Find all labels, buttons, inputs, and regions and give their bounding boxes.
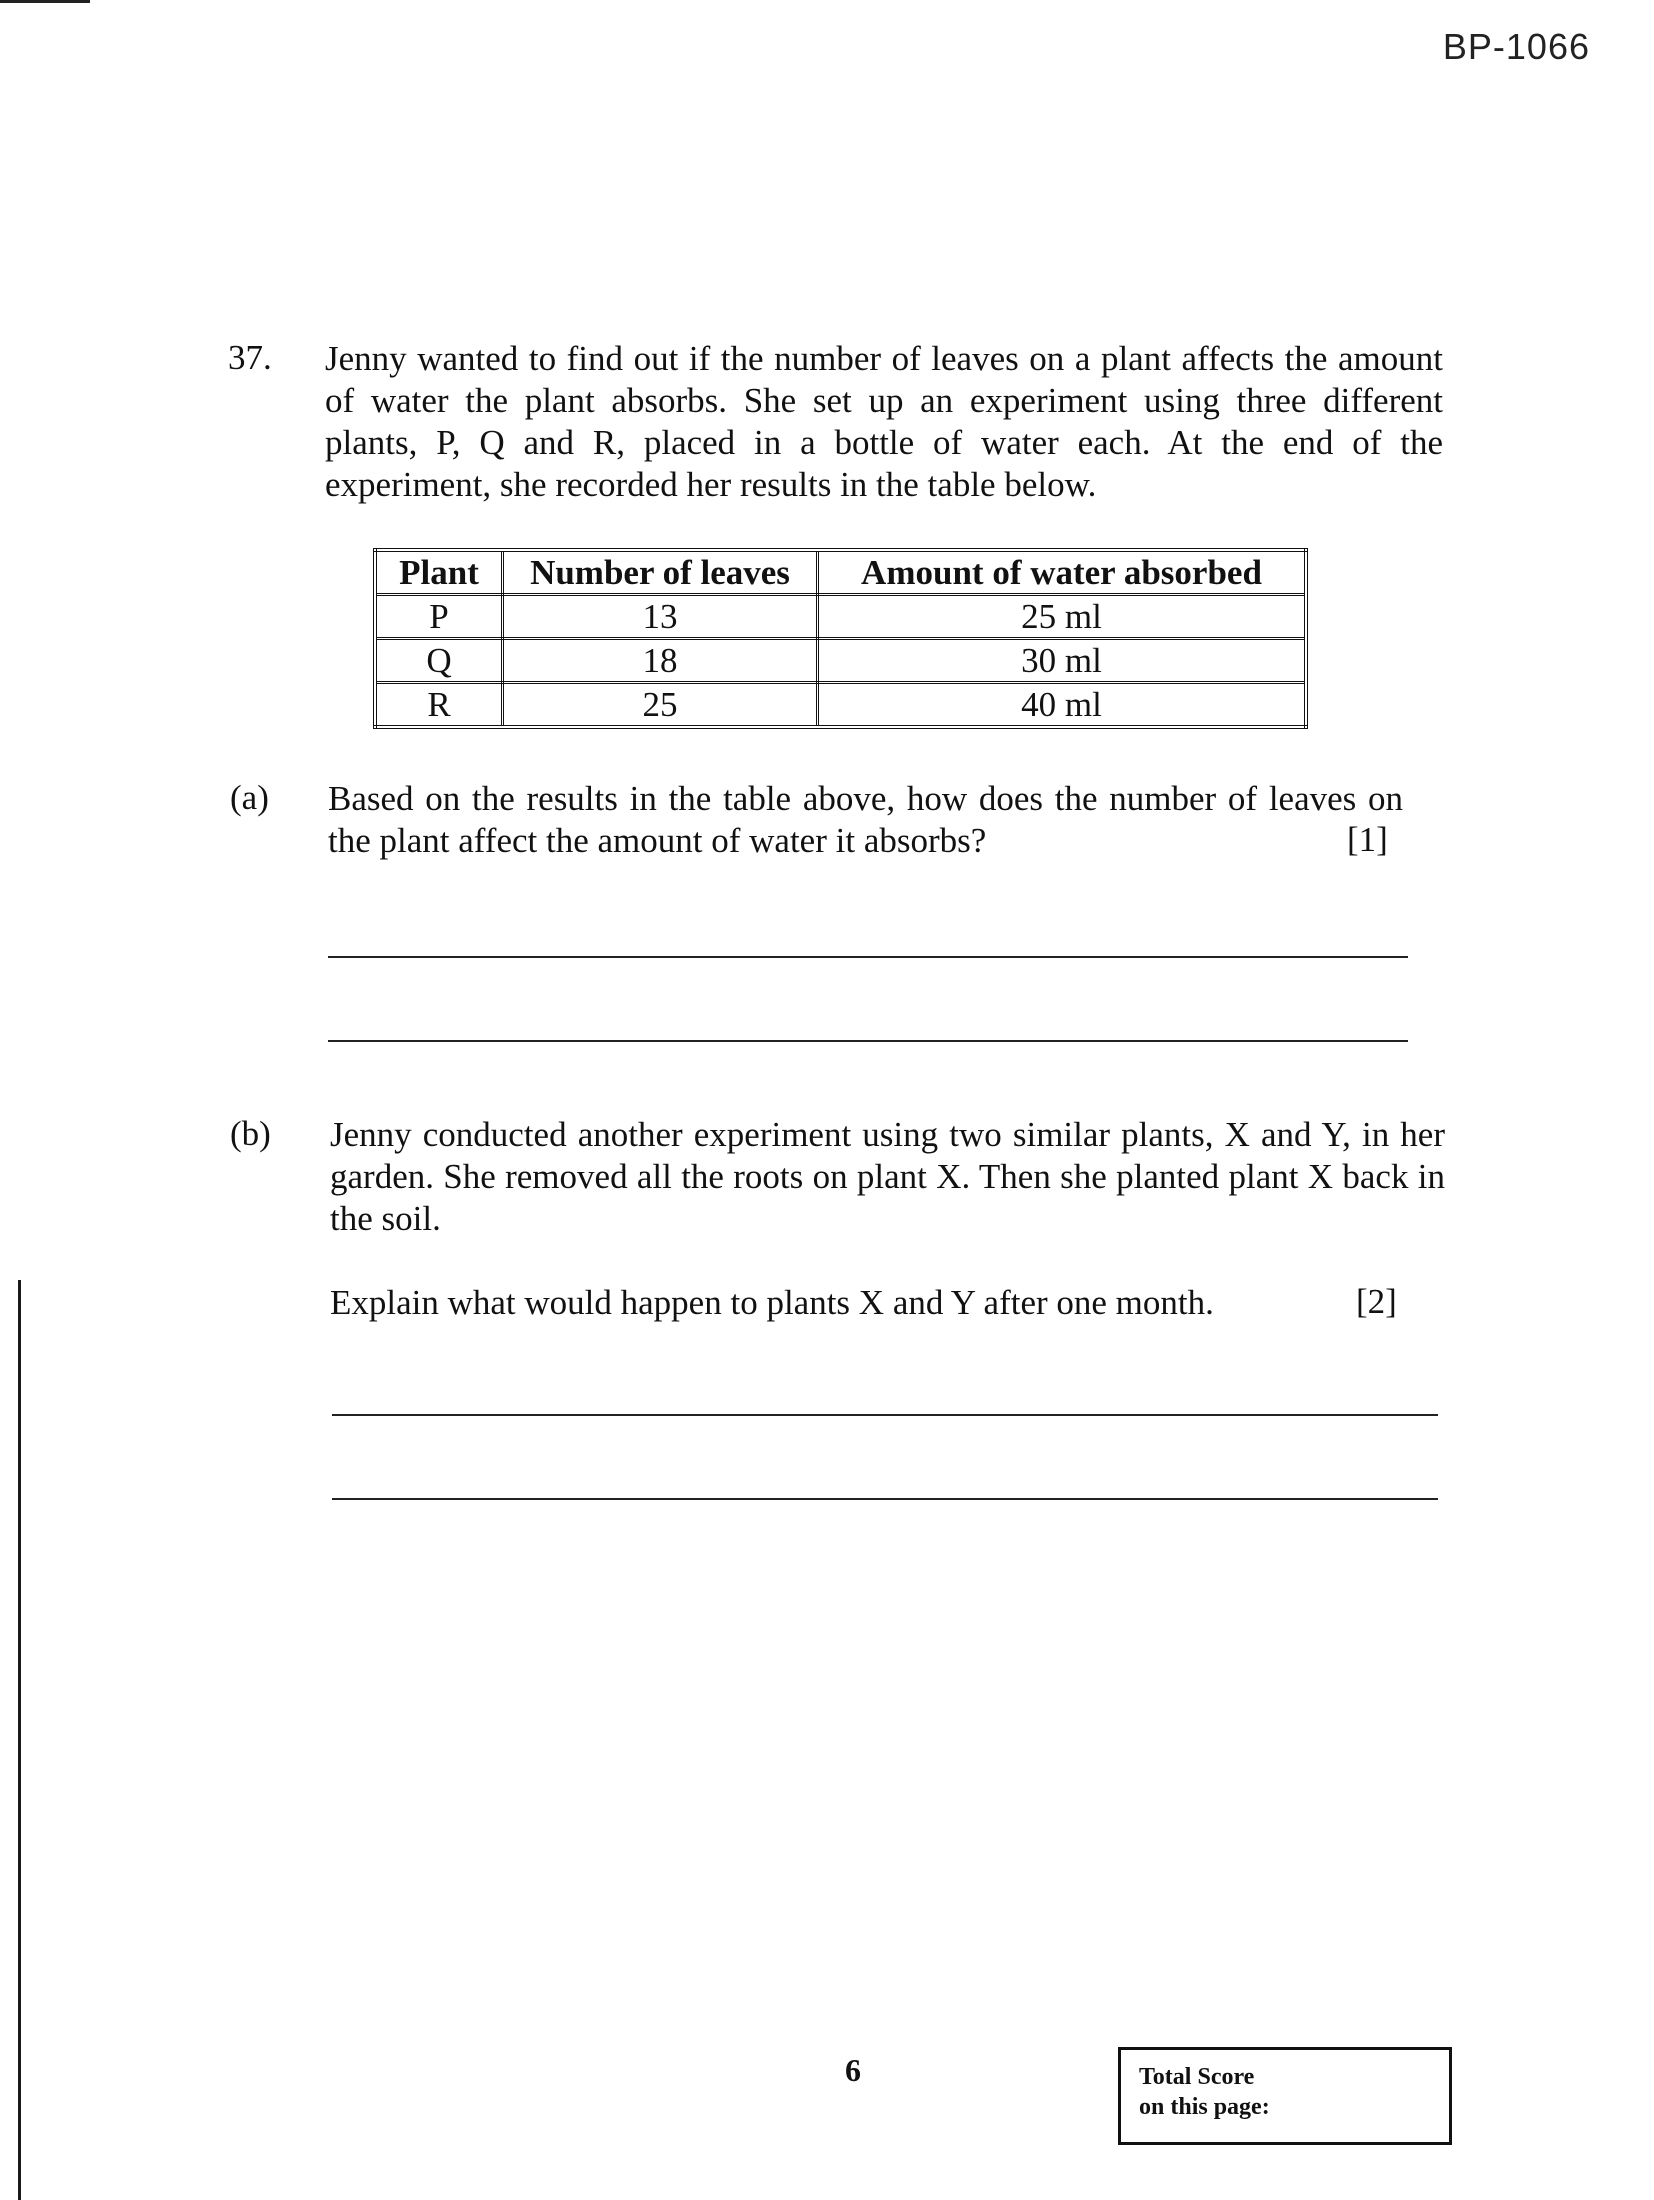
question-number: 37.: [228, 338, 272, 377]
cell-plant: Q: [375, 639, 503, 683]
answer-line-b1[interactable]: [332, 1414, 1438, 1416]
part-b-text: Jenny conducted another experiment using two similar plants, X and Y, in her garden. She removed all the roots on plant X. Then she planted plant X back in the soil.: [330, 1115, 1445, 1238]
score-label-line1: Total Score: [1139, 2064, 1255, 2090]
score-label-line2: on this page:: [1139, 2094, 1270, 2120]
cell-leaves: 18: [503, 639, 818, 683]
total-score-box[interactable]: [1118, 2047, 1452, 2145]
cell-water: 30 ml: [818, 639, 1307, 683]
part-a-marks: [1]: [1347, 820, 1388, 859]
results-table: [373, 548, 1308, 729]
cell-plant: R: [375, 683, 503, 728]
scan-artifact-edge: [18, 1280, 21, 2200]
question-text: Jenny wanted to find out if the number of leaves on a plant affects the amount of water the plant absorbs. She set up an experiment using three different plants, P, Q and R, placed in a bottle of water each. At the end of the experiment, she recorded her results in the table below.: [325, 339, 1443, 504]
paper-code: BP-1066: [1442, 26, 1590, 67]
part-b-label: (b): [230, 1114, 271, 1153]
part-b-prompt: Explain what would happen to plants X and Y after one month.: [330, 1283, 1214, 1322]
answer-line-a2[interactable]: [328, 1040, 1408, 1042]
part-a-label: (a): [230, 778, 269, 817]
cell-water: 25 ml: [818, 595, 1307, 639]
part-a-text: Based on the results in the table above, how does the number of leaves on the plant affect the amount of water it absorbs?: [328, 779, 1403, 860]
scan-artifact-line: [0, 0, 90, 3]
table-header-row: [375, 550, 1306, 595]
header-plant: Plant: [375, 550, 503, 595]
table-row: [375, 639, 1306, 683]
answer-line-b2[interactable]: [332, 1498, 1438, 1500]
cell-water: 40 ml: [818, 683, 1307, 728]
answer-line-a1[interactable]: [328, 956, 1408, 958]
cell-plant: P: [375, 595, 503, 639]
page-number: 6: [845, 2052, 861, 2088]
cell-leaves: 25: [503, 683, 818, 728]
cell-leaves: 13: [503, 595, 818, 639]
header-amount-of-water: Amount of water absorbed: [818, 550, 1307, 595]
header-number-of-leaves: Number of leaves: [503, 550, 818, 595]
table-row: [375, 595, 1306, 639]
table-row: [375, 683, 1306, 728]
part-b-marks: [2]: [1356, 1282, 1397, 1321]
